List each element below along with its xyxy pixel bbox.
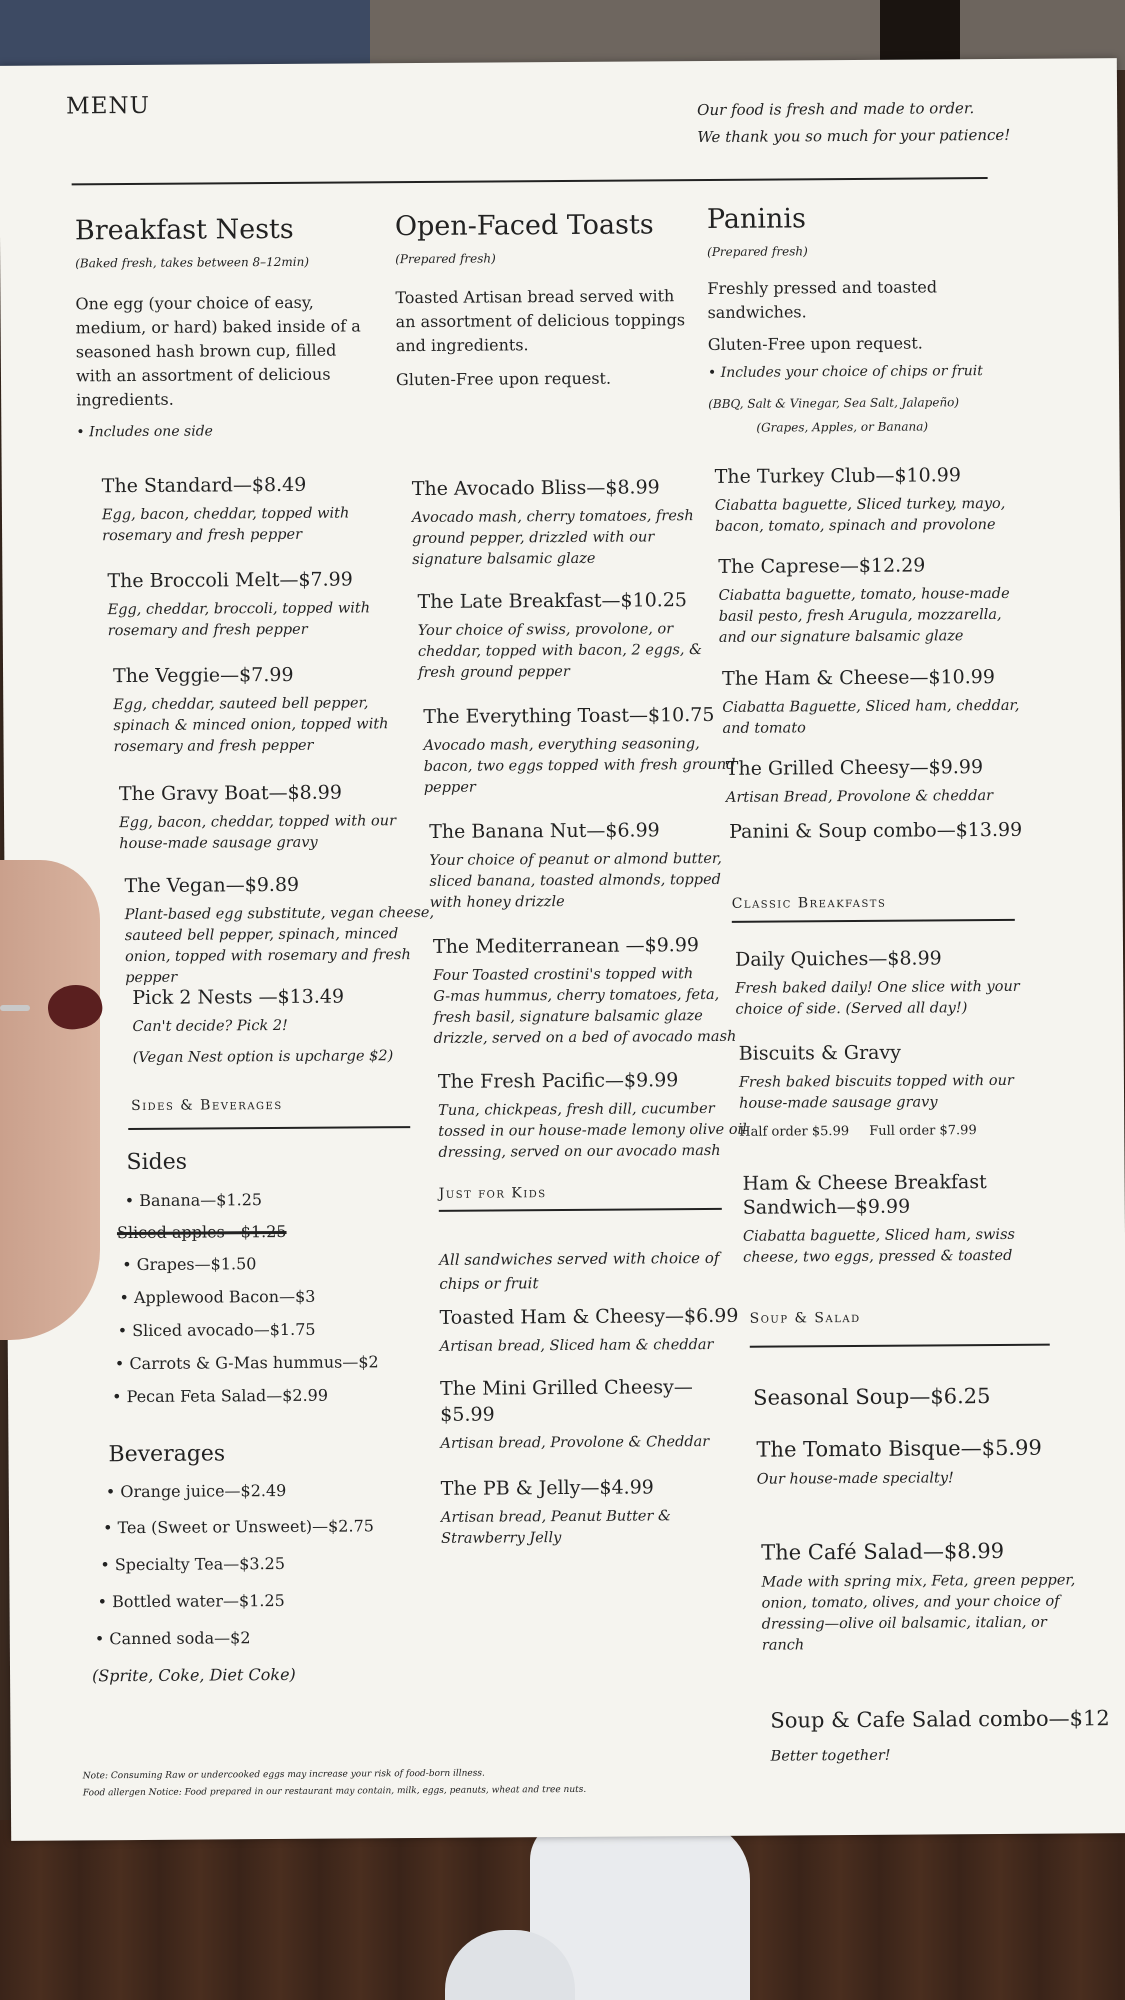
breakfast-nests-section bbox=[75, 213, 377, 440]
beverage-item: • Orange juice—$2.49 bbox=[105, 1480, 287, 1502]
beverage-item: • Tea (Sweet or Unsweet)—$2.75 bbox=[102, 1516, 374, 1538]
tagline: Our food is fresh and made to order. We thank you so much for your patience! bbox=[697, 99, 1011, 147]
beverages-title: Beverages bbox=[108, 1441, 226, 1468]
hand bbox=[0, 860, 100, 1340]
side-item: • Applewood Bacon—$3 bbox=[119, 1286, 316, 1308]
menu-item: The Everything Toast—$10.75 Avocado mash, everything seasoning, bacon, two eggs topped with fresh ground pepper bbox=[423, 703, 736, 796]
menu-item: The Gravy Boat—$8.99 Egg, bacon, cheddar, topped with our house-made sausage gravy bbox=[118, 781, 397, 853]
menu-item: The Vegan—$9.89 Plant-based egg substitute, vegan cheese, sauteed bell pepper, spinach, minced onion, topped with rosemary and fresh pepper bbox=[124, 873, 435, 987]
classic-breakfasts-heading: Classic Breakfasts bbox=[731, 894, 887, 912]
fruit-options: (Grapes, Apples, or Banana) bbox=[756, 419, 929, 435]
section-subtitle: (Baked fresh, takes between 8–12min) bbox=[75, 254, 310, 271]
paninis-section bbox=[707, 202, 1019, 435]
gluten-free-note: Gluten-Free upon request. bbox=[707, 333, 923, 354]
menu-item: Pick 2 Nests —$13.49 Can't decide? Pick 2! (Vegan Nest option is upcharge $2) bbox=[132, 985, 394, 1067]
chips-options: (BBQ, Salt & Vinegar, Sea Salt, Jalapeño) bbox=[708, 395, 960, 411]
section-subtitle: (Prepared fresh) bbox=[395, 251, 496, 267]
menu-item: The Veggie—$7.99 Egg, cheddar, sauteed bell pepper, spinach & minced onion, topped with rosemary and fresh pepper bbox=[113, 663, 389, 756]
menu-item: The Late Breakfast—$10.25 Your choice of swiss, provolone, or cheddar, topped with bacon, 2 eggs, & fresh ground pepper bbox=[417, 589, 703, 682]
gluten-free-note: Gluten-Free upon request. bbox=[395, 368, 612, 390]
section-subtitle: (Prepared fresh) bbox=[707, 244, 808, 259]
section-description: One egg (your choice of easy, medium, or hard) baked inside of a seasoned hash brown cup, filled with an assortment of delicious ingredients. bbox=[75, 292, 361, 410]
sides-title: Sides bbox=[126, 1149, 188, 1176]
menu-item: Daily Quiches—$8.99 Fresh baked daily! One slice with your choice of side. (Served all day!) bbox=[734, 947, 1020, 1018]
kids-note: All sandwiches served with choice of chips or fruit bbox=[439, 1248, 720, 1293]
menu-item: The Tomato Bisque—$5.99 Our house-made specialty! bbox=[756, 1435, 1042, 1488]
menu-item: The Grilled Cheesy—$9.99 Artisan Bread, Provolone & cheddar bbox=[725, 756, 994, 806]
section-description: Toasted Artisan bread served with an assortment of delicious toppings and ingredients. bbox=[395, 286, 686, 356]
section-title: Breakfast Nests bbox=[74, 213, 294, 247]
menu-item: The Caprese—$12.29 Ciabatta baguette, tomato, house-made basil pesto, fresh Arugula, mozzarella, and our signature balsamic glaze bbox=[718, 554, 1010, 646]
side-item: • Banana—$1.25 bbox=[124, 1190, 263, 1211]
ring bbox=[0, 1005, 30, 1011]
section-rule bbox=[439, 1208, 722, 1212]
menu-item: The Fresh Pacific—$9.99 Tuna, chickpeas, fresh dill, cucumber tossed in our house-made lemony olive oil dressing, served on our avocado mash bbox=[437, 1069, 747, 1161]
section-title: Paninis bbox=[706, 203, 806, 235]
menu-item: Panini & Soup combo—$13.99 bbox=[729, 818, 1023, 843]
header-rule bbox=[72, 177, 988, 185]
soup-salad-heading: Soup & Salad bbox=[749, 1309, 861, 1327]
menu-item: Ham & Cheese Breakfast Sandwich—$9.99 Ciabatta baguette, Sliced ham, swiss cheese, two eggs, pressed & toasted bbox=[742, 1171, 1015, 1266]
menu-item: The Standard—$8.49 Egg, bacon, cheddar, topped with rosemary and fresh pepper bbox=[101, 473, 350, 545]
menu-title: MENU bbox=[66, 92, 151, 120]
menu-item: The Ham & Cheese—$10.99 Ciabatta Baguette, Sliced ham, cheddar, and tomato bbox=[722, 665, 1020, 737]
beverage-item: • Canned soda—$2 bbox=[94, 1628, 251, 1649]
just-for-kids-heading: Just for Kids bbox=[438, 1185, 547, 1202]
beverage-item: • Specialty Tea—$3.25 bbox=[100, 1553, 286, 1575]
full-order-price: Full order $7.99 bbox=[869, 1123, 977, 1139]
menu-item: The PB & Jelly—$4.99 Artisan bread, Peanut Butter & Strawberry Jelly bbox=[440, 1476, 671, 1547]
side-item: • Pecan Feta Salad—$2.99 bbox=[112, 1385, 329, 1407]
menu-item: The Banana Nut—$6.99 Your choice of peanut or almond butter, sliced banana, toasted almonds, topped with honey drizzle bbox=[429, 819, 722, 911]
side-item-crossed: Sliced apples—$1.25 bbox=[116, 1221, 287, 1243]
section-rule bbox=[750, 1344, 1050, 1348]
menu-item: Seasonal Soup—$6.25 bbox=[753, 1384, 991, 1410]
section-rule bbox=[732, 919, 1015, 923]
menu-item: The Broccoli Melt—$7.99 Egg, cheddar, broccoli, topped with rosemary and fresh pepper bbox=[107, 568, 371, 640]
section-title: Open-Faced Toasts bbox=[394, 209, 654, 243]
section-rule bbox=[128, 1126, 410, 1130]
menu-item: Toasted Ham & Cheesy—$6.99 Artisan bread, Sliced ham & cheddar bbox=[439, 1304, 739, 1355]
section-description: Freshly pressed and toasted sandwiches. bbox=[707, 277, 938, 322]
beverage-item: • Bottled water—$1.25 bbox=[97, 1590, 285, 1612]
open-faced-toasts-section bbox=[395, 209, 696, 392]
menu-item: The Avocado Bliss—$8.99 Avocado mash, cherry tomatoes, fresh ground pepper, drizzled with our signature balsamic glaze bbox=[411, 476, 694, 569]
menu-item: The Turkey Club—$10.99 Ciabatta baguette, Sliced turkey, mayo, bacon, tomato, spinach and provolone bbox=[714, 464, 1006, 535]
soda-note: (Sprite, Coke, Diet Coke) bbox=[91, 1664, 296, 1686]
footer-notice: Note: Consuming Raw or undercooked eggs may increase your risk of food-born illness. Food allergen Notice: Food prepared in our restaurant may contain, milk, eggs, peanuts, wheat and tree nuts. bbox=[82, 1768, 587, 1799]
menu-sheet bbox=[0, 58, 1125, 1841]
side-item: • Sliced avocado—$1.75 bbox=[117, 1319, 316, 1341]
side-item: • Grapes—$1.50 bbox=[122, 1254, 257, 1275]
menu-item: The Café Salad—$8.99 Made with spring mix, Feta, green pepper, onion, tomato, olives, and your choice of dressing—olive oil balsamic, italian, or ranch bbox=[761, 1538, 1076, 1654]
includes-note: • Includes one side bbox=[76, 423, 213, 441]
sides-beverages-heading: Sides & Beverages bbox=[131, 1096, 283, 1115]
side-item: • Carrots & G-Mas hummus—$2 bbox=[114, 1352, 379, 1374]
menu-item: Biscuits & Gravy Fresh baked biscuits topped with our house-made sausage gravy Half order $5.99 Full order $7.99 bbox=[738, 1041, 1014, 1140]
menu-item: Soup & Cafe Salad combo—$12 Better together! bbox=[770, 1706, 1110, 1765]
menu-item: The Mini Grilled Cheesy— $5.99 Artisan bread, Provolone & Cheddar bbox=[439, 1376, 710, 1452]
includes-note: • Includes your choice of chips or fruit bbox=[707, 363, 983, 381]
menu-item: The Mediterranean —$9.99 Four Toasted crostini's topped with G-mas hummus, cherry tomatoes, feta, fresh basil, signature balsamic glaze drizzle, served on a bed of avocado mash bbox=[432, 934, 737, 1047]
half-order-price: Half order $5.99 bbox=[739, 1124, 850, 1140]
